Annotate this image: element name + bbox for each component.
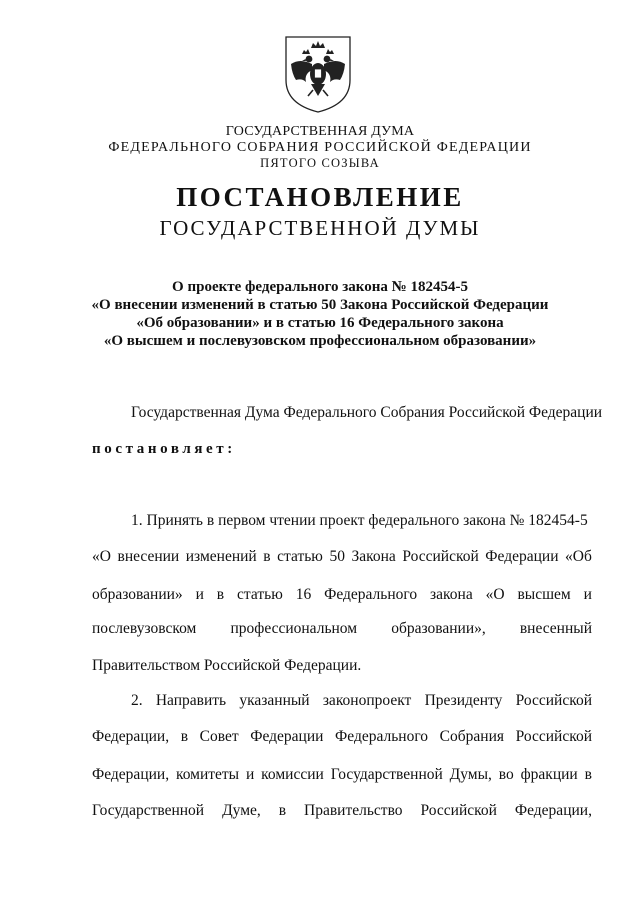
word: Президенту xyxy=(424,692,503,709)
word: внесенный xyxy=(519,620,592,637)
word: Думе, xyxy=(222,802,261,819)
word: Думы, xyxy=(449,766,492,783)
word: указанный xyxy=(239,692,310,709)
word: в xyxy=(278,802,287,819)
word: закона xyxy=(430,586,473,603)
word: «О xyxy=(92,548,111,565)
word: Закона xyxy=(351,548,396,565)
word: Федерации xyxy=(485,548,559,565)
word: комиссии xyxy=(261,766,324,783)
paragraph-1-line-2 xyxy=(92,548,592,566)
word: изменений xyxy=(185,548,257,565)
word: Российской xyxy=(515,692,592,709)
word: внесении xyxy=(117,548,180,565)
paragraph-1-line-5: Правительством Российской Федерации. xyxy=(92,657,362,674)
word: и xyxy=(195,586,204,603)
word: 2. xyxy=(131,692,143,709)
word: статью xyxy=(237,586,283,603)
word: «О xyxy=(485,586,505,603)
word: комитеты xyxy=(175,766,240,783)
word: в xyxy=(263,548,271,565)
intro-text: Государственная Дума Федерального Собрания Российской Федерации xyxy=(131,404,603,421)
word: Собрания xyxy=(439,728,504,745)
word: Совет xyxy=(199,728,239,745)
word: Федерации, xyxy=(92,728,170,745)
decree-word: постановляет: xyxy=(92,441,236,457)
subject-line-3: «Об образовании» и в статью 16 Федерального закона xyxy=(136,315,504,331)
paragraph-2-line-4 xyxy=(92,802,592,820)
paragraph-2-line-3 xyxy=(92,766,592,784)
document-title: ПОСТАНОВЛЕНИЕ xyxy=(176,182,464,212)
word: Государственной xyxy=(330,766,443,783)
word: и xyxy=(245,766,255,783)
word: фракции xyxy=(520,766,578,783)
subject-line-4: «О высшем и послевузовском профессиональном образовании» xyxy=(103,333,537,349)
word: Российской xyxy=(420,802,497,819)
word: Российской xyxy=(515,728,592,745)
paragraph-1-line-3 xyxy=(92,586,592,604)
word: во xyxy=(498,766,514,783)
word: законопроект xyxy=(322,692,412,709)
state-emblem-icon xyxy=(282,34,354,114)
header-line-3: ПЯТОГО СОЗЫВА xyxy=(260,156,380,170)
paragraph-2-line-1 xyxy=(131,692,592,710)
word: Федерации xyxy=(250,728,324,745)
header-line-1: ГОСУДАРСТВЕННАЯ ДУМА xyxy=(225,124,415,139)
word: профессиональном xyxy=(230,620,358,637)
paragraph-2-line-2 xyxy=(92,728,592,746)
word: в xyxy=(180,728,189,745)
word: послевузовском xyxy=(92,620,197,637)
word: в xyxy=(584,766,592,783)
word: Федерации, xyxy=(514,802,592,819)
word: Направить xyxy=(155,692,227,709)
word: образовании», xyxy=(391,620,486,637)
word: и xyxy=(583,586,592,603)
paragraph-1-line-4 xyxy=(92,620,592,638)
paragraph-1-line-1: 1. Принять в первом чтении проект федерального закона № 182454-5 xyxy=(131,512,588,529)
word: Правительство xyxy=(304,802,403,819)
document-subtitle: ГОСУДАРСТВЕННОЙ ДУМЫ xyxy=(159,216,481,240)
subject-line-2: «О внесении изменений в статью 50 Закона Российской Федерации xyxy=(91,297,549,313)
word: Федерального xyxy=(335,728,429,745)
word: 50 xyxy=(329,548,345,565)
word: образовании» xyxy=(92,586,183,603)
subject-line-1: О проекте федерального закона № 182454-5 xyxy=(172,279,468,295)
word: высшем xyxy=(517,586,571,603)
word: Федерального xyxy=(324,586,418,603)
word: в xyxy=(216,586,225,603)
word: 16 xyxy=(295,586,312,603)
word: «Об xyxy=(565,548,592,565)
word: Государственной xyxy=(92,802,205,819)
word: Федерации, xyxy=(92,766,170,783)
header-line-2: ФЕДЕРАЛЬНОГО СОБРАНИЯ РОССИЙСКОЙ ФЕДЕРАЦИИ xyxy=(108,140,532,155)
word: Российской xyxy=(402,548,479,565)
word: статью xyxy=(277,548,323,565)
